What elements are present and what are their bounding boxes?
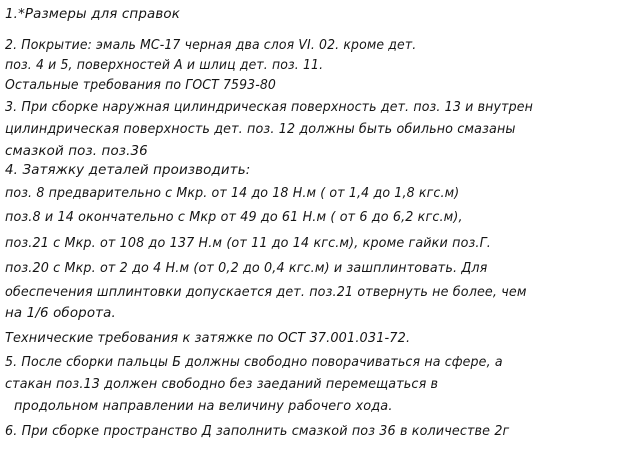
note-4-item-20: поз.20 с Мкр. от 2 до 4 Н.м (от 0,2 до 0,4 кгс.м) и зашплинтовать. Для (5, 261, 488, 276)
note-5-cup-movement: стакан поз.13 должен свободно без заеданий перемещаться в (5, 377, 439, 392)
note-5-working-stroke: продольном направлении на величину рабочего хода. (14, 399, 393, 414)
note-2-coating-exceptions: поз. 4 и 5, поверхностей А и шлиц дет. поз. 11. (5, 58, 324, 73)
note-3-assembly: 3. При сборке наружная цилиндрическая поверхность дет. поз. 13 и внутрен (5, 100, 533, 115)
note-1-reference-dimensions: 1.*Размеры для справок (5, 7, 180, 22)
note-4-items-8-14-final: поз.8 и 14 окончательно с Мкр от 49 до 61 Н.м ( от 6 до 6,2 кгс.м), (5, 210, 463, 225)
note-2-coating: 2. Покрытие: эмаль МС-17 черная два слоя VI. 02. кроме дет. (5, 38, 417, 53)
note-4-item-21: поз.21 с Мкр. от 108 до 137 Н.м (от 11 до 14 кгс.м), кроме гайки поз.Г. (5, 236, 491, 251)
note-4-turn-limit: на 1/6 оборота. (5, 306, 116, 321)
note-2-standard-reference: Остальные требования по ГОСТ 7593-80 (5, 78, 276, 93)
note-3-grease-item: смазкой поз. поз.36 (5, 144, 148, 159)
note-4-cotter-pin: обеспечения шплинтовки допускается дет. поз.21 отвернуть не более, чем (5, 285, 527, 300)
tightening-requirements: Технические требования к затяжке по ОСТ 37.001.031-72. (5, 331, 411, 346)
note-4-item-8-preliminary: поз. 8 предварительно с Мкр. от 14 до 18 Н.м ( от 1,4 до 1,8 кгс.м) (5, 186, 460, 201)
note-6-grease-fill: 6. При сборке пространство Д заполнить смазкой поз 36 в количестве 2г (5, 424, 510, 439)
note-4-tightening-heading: 4. Затяжку деталей производить: (5, 163, 251, 178)
note-5-pins-rotation: 5. После сборки пальцы Б должны свободно поворачиваться на сфере, а (5, 355, 503, 370)
note-3-lubrication: цилиндрическая поверхность дет. поз. 12 должны быть обильно смазаны (5, 122, 516, 137)
